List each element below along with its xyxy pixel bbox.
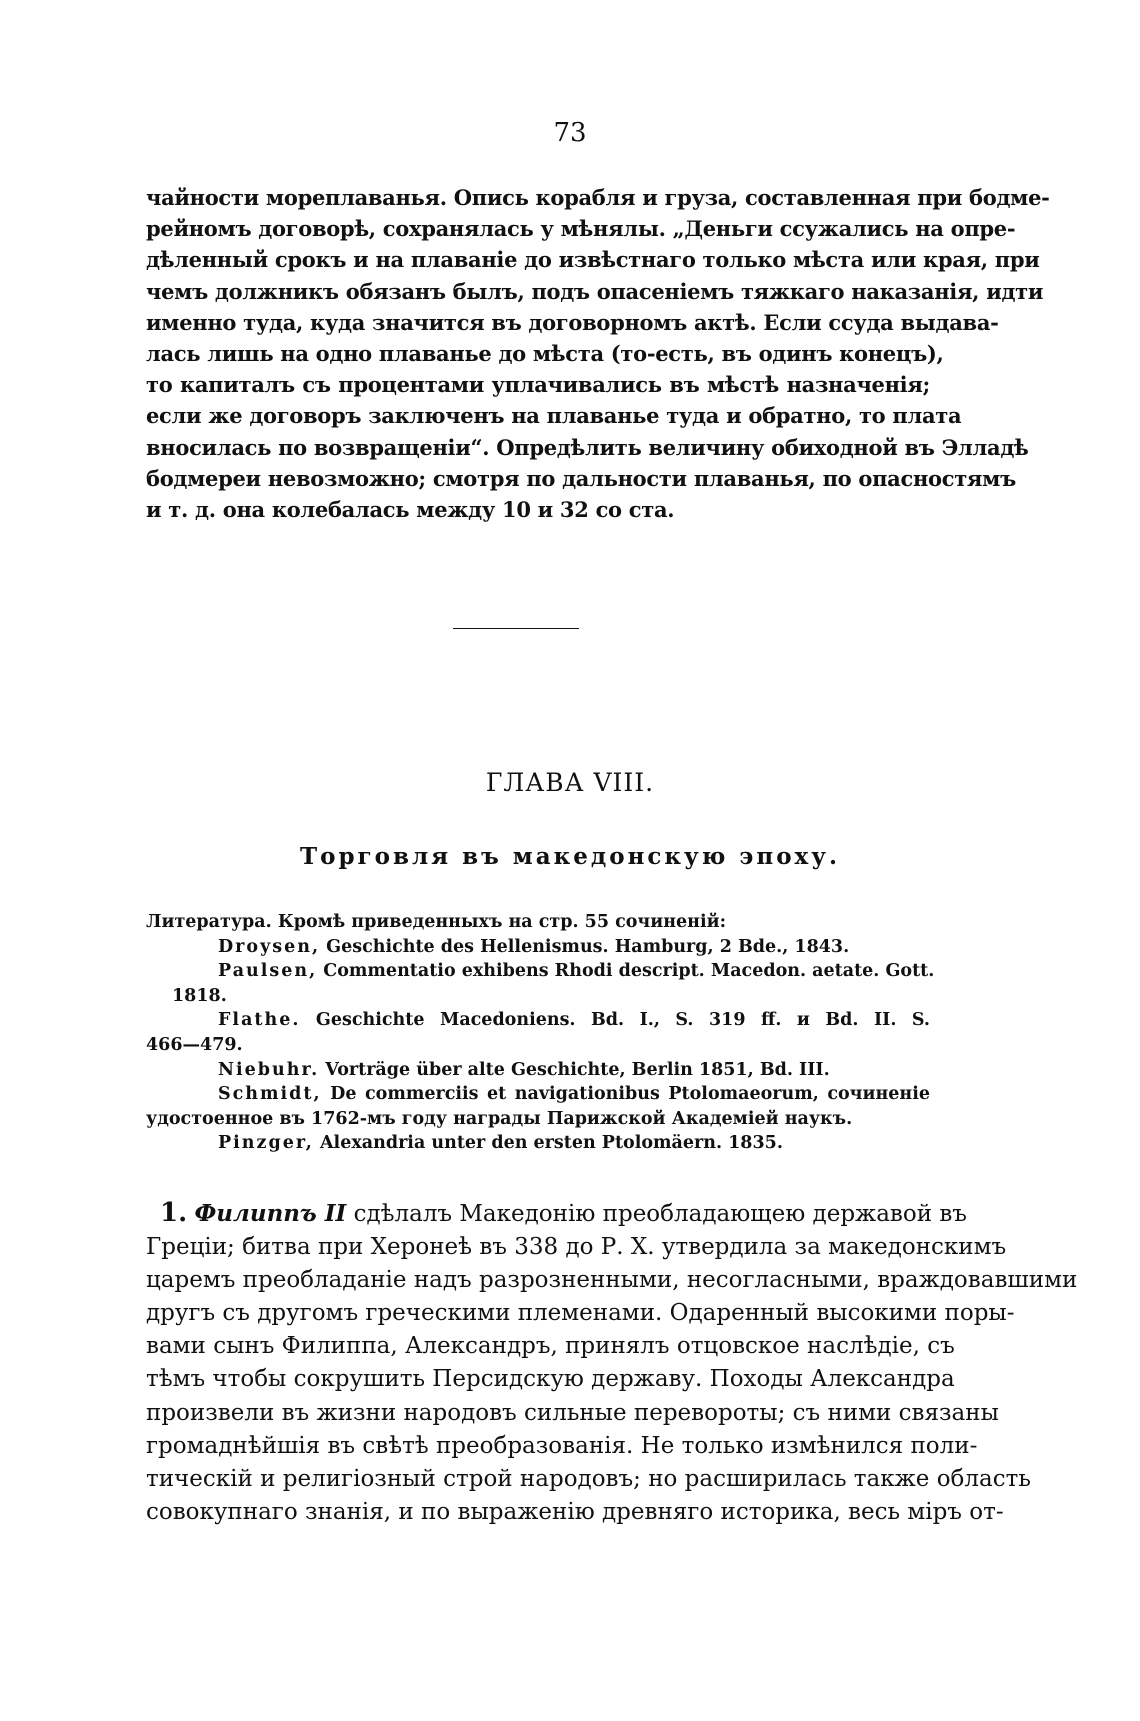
section-number: 1. xyxy=(160,1198,188,1228)
chapter-subtitle: Торговля въ македонскую эпоху. xyxy=(300,843,840,870)
entry-continuation: удостоенное въ 1762-мъ году награды Парижской Академіей наукъ. xyxy=(146,1108,853,1129)
text-line: именно туда, куда значится въ договорномъ актѣ. Если ссуда выдава- xyxy=(146,309,999,335)
entry-continuation: 1818. xyxy=(172,985,227,1006)
text-line: бодмереи невозможно; смотря по дальности плаванья, по опасностямъ xyxy=(146,465,1016,491)
text-line: вносилась по возвращеніи“. Опредѣлить величину обиходной въ Элладѣ xyxy=(146,434,1029,460)
literature-label: Литература. xyxy=(146,912,272,932)
page-number: 73 xyxy=(553,118,587,148)
text-line: чайности мореплаванья. Опись корабля и груза, составленная при бодме- xyxy=(146,185,1050,210)
literature-lead-text: Кромѣ приведенныхъ на стр. 55 сочиненій: xyxy=(277,912,727,932)
literature-entry xyxy=(146,1008,930,1033)
text-line: если же договоръ заключенъ на плаванье туда и обратно, то плата xyxy=(146,403,962,429)
section-name: Филиппъ II xyxy=(194,1200,347,1227)
entry-author: Niebuhr. xyxy=(218,1059,320,1080)
text-line: тическій и религіозный строй народовъ; но расширилась также область xyxy=(146,1465,1031,1492)
text-line: совокупнаго знанія, и по выраженію древняго историка, весь міръ от- xyxy=(146,1498,1004,1525)
literature-entry xyxy=(146,959,935,984)
entry-text: Geschichte des Hellenismus. Hamburg, 2 Bde., 1843. xyxy=(326,936,850,957)
text-line: произвели въ жизни народовъ сильные перевороты; съ ними связаны xyxy=(146,1399,999,1426)
literature-entry xyxy=(146,1082,930,1107)
entry-author: Droysen, xyxy=(218,936,321,957)
text-line xyxy=(146,1197,967,1231)
text-line: другъ съ другомъ греческими племенами. Одаренный высокими поры- xyxy=(146,1300,1015,1327)
entry-author: Flathe. xyxy=(218,1010,301,1031)
literature-lead xyxy=(146,910,930,935)
section-paragraph xyxy=(146,1197,1078,1529)
literature-entry xyxy=(146,935,930,960)
entry-author: Schmidt, xyxy=(218,1084,322,1105)
text-line: Греціи; битва при Херонеѣ въ 338 до Р. Х. утвердила за македонскимъ xyxy=(146,1234,1007,1261)
section-first-line: сдѣлалъ Македонію преобладающею державой въ xyxy=(353,1201,967,1227)
text-line: то капиталъ съ процентами уплачивались въ мѣстѣ назначенія; xyxy=(146,372,930,398)
literature-list xyxy=(146,910,935,1156)
entry-continuation: 466—479. xyxy=(146,1034,243,1055)
text-line: вами сынъ Филиппа, Александръ, принялъ отцовское наслѣдіе, съ xyxy=(146,1333,955,1360)
text-line: дѣленный срокъ и на плаваніе до извѣстнаго только мѣста или края, при xyxy=(146,247,1040,273)
entry-author: Pinzger, xyxy=(218,1133,314,1154)
text-line: рейномъ договорѣ, сохранялась у мѣнялы. „Деньги ссужались на опре- xyxy=(146,216,1016,242)
entry-text: De commerciis et navigationibus Ptolomaeorum, сочиненіе xyxy=(330,1084,931,1105)
text-line: лась лишь на одно плаванье до мѣста (то-есть, въ одинъ конецъ), xyxy=(146,341,944,367)
top-paragraph xyxy=(146,182,1050,525)
text-line: и т. д. она колебалась между 10 и 32 со ста. xyxy=(146,497,675,523)
entry-text: Vorträge über alte Geschichte, Berlin 1851, Bd. III. xyxy=(325,1059,830,1080)
entry-text: Alexandria unter den ersten Ptolomäern. 1835. xyxy=(319,1133,783,1154)
section-divider xyxy=(453,628,579,629)
entry-text: Geschichte Macedoniens. Bd. I., S. 319 ff. и Bd. II. S. xyxy=(315,1010,930,1031)
entry-text: Commentatio exhibens Rhodi descript. Macedon. aetate. Gott. xyxy=(323,961,935,982)
entry-author: Paulsen, xyxy=(218,961,318,982)
text-line: тѣмъ чтобы сокрушить Персидскую державу. Походы Александра xyxy=(146,1366,955,1393)
chapter-title: ГЛАВА VIII. xyxy=(485,768,655,797)
literature-entry xyxy=(146,1131,930,1156)
text-line: царемъ преобладаніе надъ разрозненными, несогласными, враждовавшими xyxy=(146,1267,1078,1294)
literature-entry xyxy=(146,1058,930,1083)
text-line: громаднѣйшія въ свѣтѣ преобразованія. Не только измѣнился поли- xyxy=(146,1432,978,1459)
text-line: чемъ должникъ обязанъ былъ, подъ опасеніемъ тяжкаго наказанія, идти xyxy=(146,278,1044,304)
